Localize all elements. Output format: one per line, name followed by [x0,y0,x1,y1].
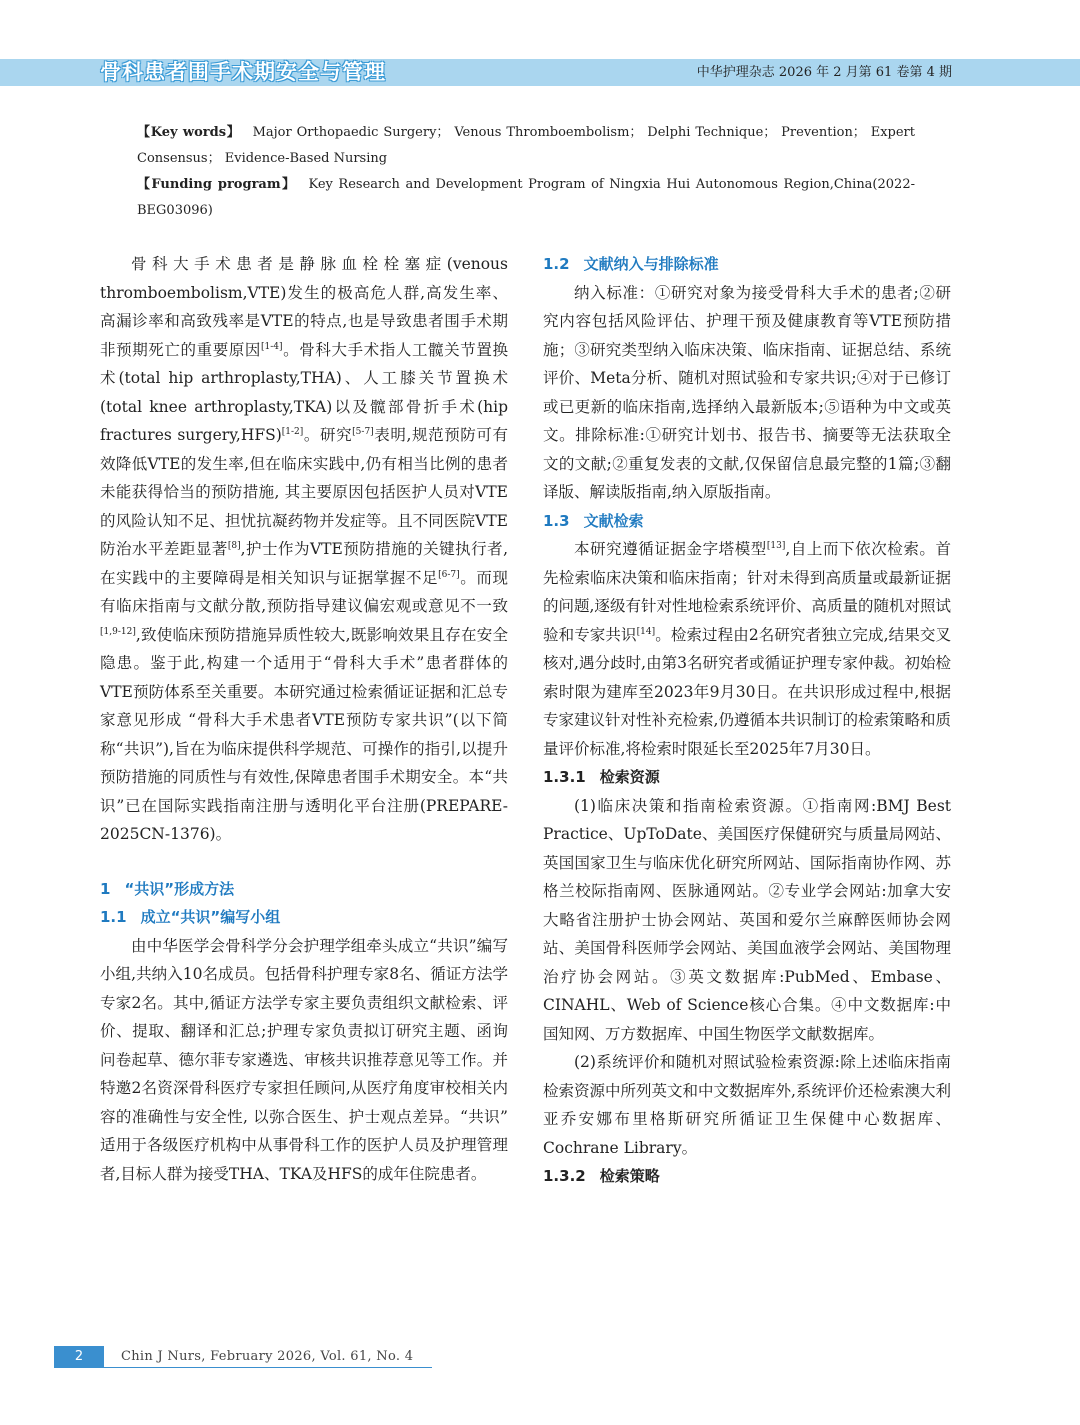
section-heading-1-3: 1.3 文献检索 [543,511,644,530]
footer-rule [54,1367,432,1368]
section-title: 骨科患者围手术期安全与管理 [100,60,386,84]
section-1-1-paragraph: 由中华医学会骨科学分会护理学组牵头成立“共识”编写小组,共纳入10名成员。包括骨科护理专家8名、循证方法学专家2名。其中,循证方法学专家主要负责组织文献检索、评价、提取、翻译和汇总;护理专家负责拟订研究主题、函询问卷起草、德尔菲专家遴选、审核共识推荐意见等工作。并特邀2名资深骨科医疗专家担任顾问,从医疗角度审校相关内容的准确性与安全性, 以弥合医生、护士观点差异。“共识” 适用于各级医疗机构中从事骨科工作的医护人员及护理管理者,目标人群为接受THA、TKA及HFS的成年住院患者。 [100,936,508,1183]
section-heading-1: 1 “共识”形成方法 [100,879,235,898]
citation: [1-2] [281,426,304,437]
intro-paragraph: 骨科大手术患者是静脉血栓栓塞症(venous thromboembolism,VTE)发生的极高危人群,高发生率、高漏诊率和高致残率是VTE的特点,也是导致患者围手术期非预期死亡的重要原因[1-4]。骨科大手术指人工髋关节置换术(total hip arthroplasty,THA)、人工膝关节置换术(total knee arthroplasty,TKA)以及髋部骨折手术(hip fractures surgery,HFS)[1-2]。研究[5-7]表明,规范预防可有效降低VTE的发生率,但在临床实践中,仍有相当比例的患者未能获得恰当的预防措施, 其主要原因包括医护人员对VTE的风险认知不足、担忧抗凝药物并发症等。且不同医院VTE防治水平差距显著[8],护士作为VTE预防措施的关键执行者,在实践中的主要障碍是相关知识与证据掌握不足[6-7]。而现有临床指南与文献分散,预防指导建议偏宏观或意见不一致[1,9-12],致使临床预防措施异质性较大,既影响效果且存在安全隐患。鉴于此,构建一个适用于“骨科大手术”患者群体的VTE预防体系至关重要。本研究通过检索循证证据和汇总专家意见形成 “骨科大手术患者VTE预防专家共识”(以下简称“共识”),旨在为临床提供科学规范、可操作的指引,以提升预防措施的同质性与有效性,保障患者围手术期安全。本“共识”已在国际实践指南注册与透明化平台注册(PREPARE-2025CN-1376)。 [100,255,508,843]
keywords-label: 【Key words】 [137,125,241,140]
citation: [1,9-12] [100,626,136,637]
citation: [8] [227,540,241,551]
section-heading-1-3-1: 1.3.1 检索资源 [543,768,660,786]
running-header [0,59,1080,86]
citation: [6-7] [438,569,460,580]
citation: [14] [636,626,656,637]
keywords-text: Major Orthopaedic Surgery； Venous Thromboembolism； Delphi Technique； Prevention； Expert Consensus； Evidence-Based Nursing [137,125,915,166]
section-1-2-paragraph: 纳入标准：①研究对象为接受骨科大手术的患者;②研究内容包括风险评估、护理干预及健康教育等VTE预防措施；③研究类型纳入临床决策、临床指南、证据总结、系统评价、Meta分析、随机对照试验和专家共识;④对于已修订或已更新的临床指南,选择纳入最新版本;⑤语种为中文或英文。排除标准:①研究计划书、报告书、摘要等无法获取全文的文献;②重复发表的文献,仅保留信息最完整的1篇;③翻译版、解读版指南,纳入原版指南。 [543,283,951,501]
section-1-3-1-paragraph-2: (2)系统评价和随机对照试验检索资源:除上述临床指南检索资源中所列英文和中文数据库外,系统评价还检索澳大利亚乔安娜布里格斯研究所循证卫生保健中心数据库、Cochrane Library。 [543,1053,951,1157]
funding-label: 【Funding program】 [137,177,297,192]
section-heading-1-1: 1.1 成立“共识”编写小组 [100,908,281,926]
left-column [100,250,508,1188]
citation: [1-4] [261,341,283,352]
journal-citation: Chin J Nurs, February 2026, Vol. 61, No. 4 [121,1349,414,1364]
section-1-3-paragraph: 本研究遵循证据金字塔模型[13],自上而下依次检索。首先检索临床决策和临床指南；针对未得到高质量或最新证据的问题,逐级有针对性地检索系统评价、高质量的随机对照试验和专家共识[14]。检索过程由2名研究者独立完成,结果交叉核对,遇分歧时,由第3名研究者或循证护理专家仲裁。初始检索时限为建库至2023年9月30日。在共识形成过程中,根据专家建议针对性补充检索,仍遵循本共识制订的检索策略和质量评价标准,将检索时限延长至2025年7月30日。 [543,540,951,758]
section-1-3-1-paragraph-1: (1)临床决策和指南检索资源。①指南网:BMJ Best Practice、UpToDate、美国医疗保健研究与质量局网站、英国国家卫生与临床优化研究所网站、国际指南协作网、苏格兰校际指南网、医脉通网站。②专业学会网站:加拿大安大略省注册护士协会网站、英国和爱尔兰麻醉医师协会网站、美国骨科医师学会网站、美国血液学会网站、美国物理治疗协会网站。③英文数据库:PubMed、Embase、CINAHL、Web of Science核心合集。④中文数据库:中国知网、万方数据库、中国生物医学文献数据库。 [543,796,951,1043]
page-number: 2 [54,1346,104,1367]
right-column [543,250,951,1191]
funding-block [137,172,915,224]
journal-info: 中华护理杂志 2026 年 2 月第 61 卷第 4 期 [696,65,952,80]
citation: [5-7] [352,426,374,437]
funding-text: Key Research and Development Program of Ningxia Hui Autonomous Region,China(2022-BEG03096) [137,177,915,218]
citation: [13] [766,540,786,551]
section-heading-1-2: 1.2 文献纳入与排除标准 [543,255,719,273]
section-heading-1-3-2: 1.3.2 检索策略 [543,1167,660,1185]
article-meta [137,120,915,224]
keywords-block [137,120,915,172]
